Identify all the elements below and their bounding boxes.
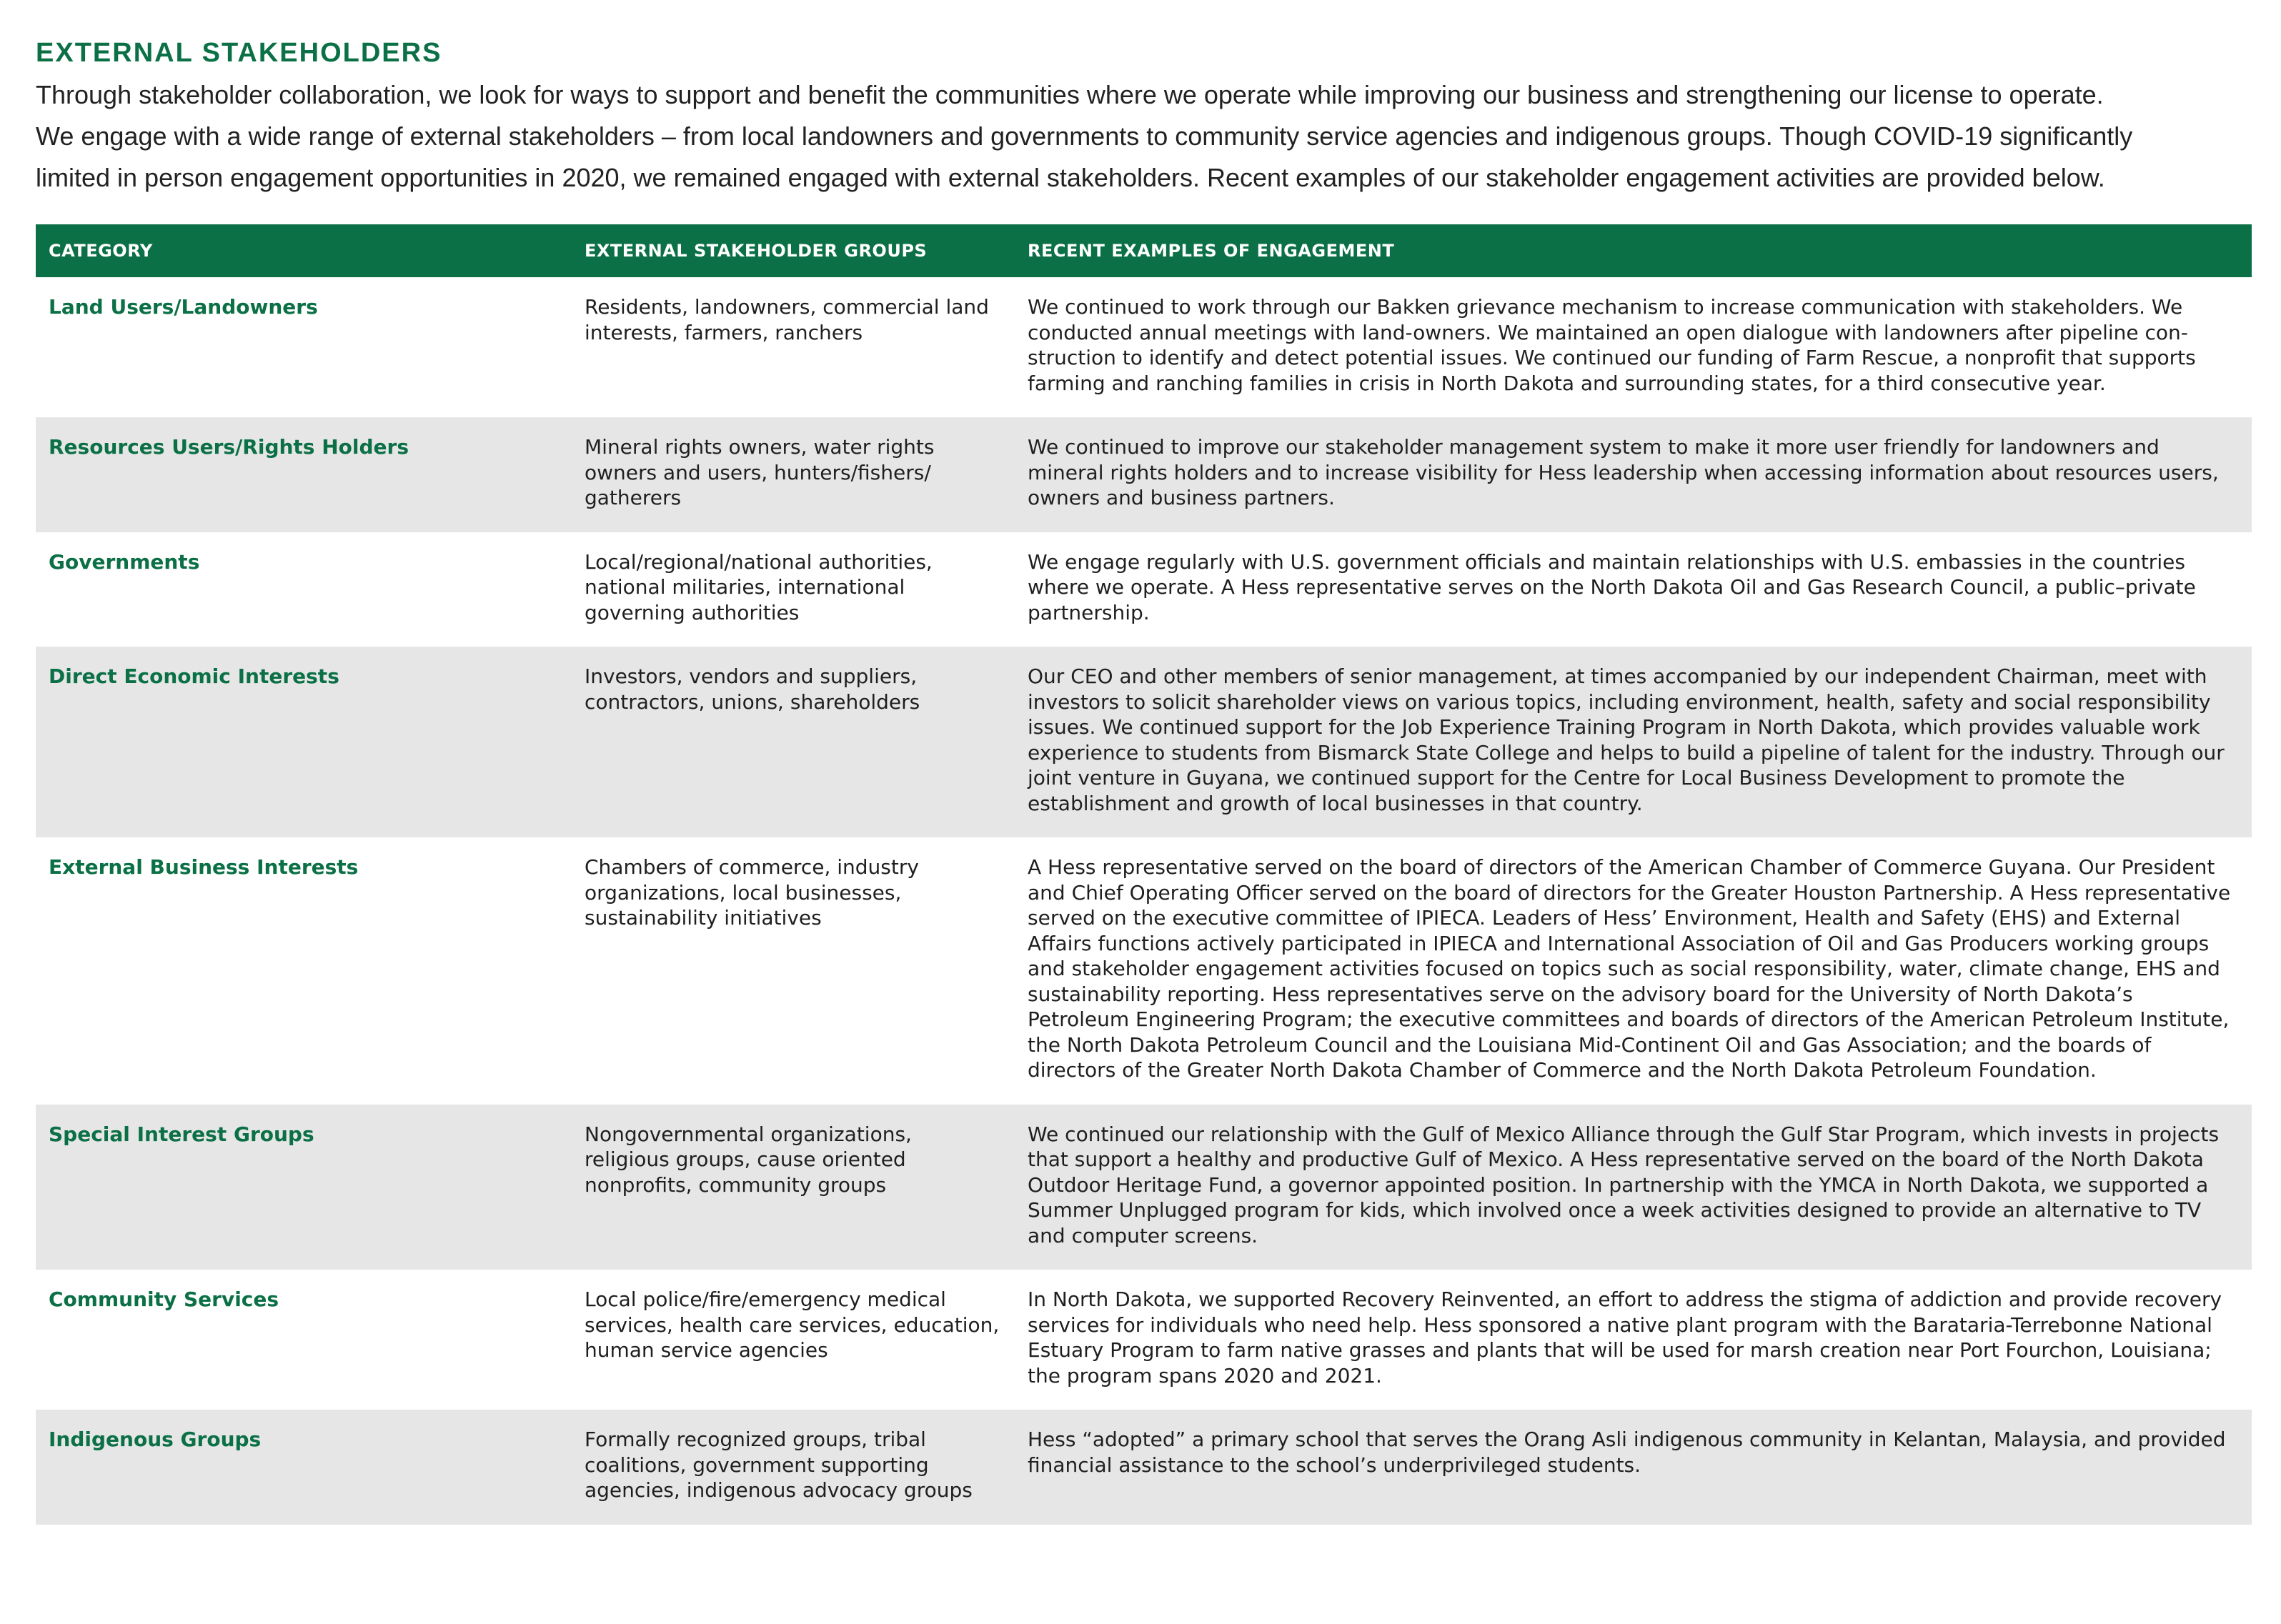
groups-cell: Mineral rights owners, water rights owners and users, hunters/fishers/ gatherers — [572, 417, 1015, 532]
table-row — [36, 1270, 2252, 1410]
examples-cell: In North Dakota, we supported Recovery Reinvented, an effort to address the stigma of addiction and provide recovery services for individuals who need help. Hess sponsored a native plant program with the Barataria-Terrebonne National Estuary Program to farm native grasses and plants that will be used for marsh creation near Port Fourchon, Louisiana; the program spans 2020 and 2021. — [1028, 1287, 2222, 1388]
intro-paragraph — [36, 74, 2251, 199]
groups-cell: Nongovernmental organizations, religious groups, cause oriented nonprofits, community groups — [572, 1105, 1015, 1270]
header-category: CATEGORY — [36, 224, 572, 277]
examples-cell: A Hess representative served on the board of directors of the American Chamber of Commerce Guyana. Our President and Chief Operating Officer served on the board of directors for the Greater Houston Partnership. A Hess representative served on the executive committee of IPIECA. Leaders of Hess’ Environment, Health and Safety (EHS) and External Affairs functions actively participated in IPIECA and International Association of Oil and Gas Producers working groups and stakeholder engagement activities focused on topics such as social responsibility, water, climate change, EHS and sustainability reporting. Hess representatives serve on the advisory board for the University of North Dakota’s Petroleum Engineering Program; the executive committees and boards of directors of the American Petroleum Institute, the North Dakota Petroleum Council and the Louisiana Mid-Continent Oil and Gas Association; and the boards of directors of the Greater North Dakota Chamber of Commerce and the North Dakota Petroleum Foundation. — [1028, 855, 2231, 1082]
examples-cell: Our CEO and other members of senior management, at times accompanied by our independent Chairman, meet with investors to solicit shareholder views on various topics, including environment, health, safety and social responsibility issues. We continued support for the Job Experience Training Program in North Dakota, which provides valuable work experience to students from Bismarck State College and helps to build a pipeline of talent for the industry. Through our joint venture in Guyana, we continued support for the Centre for Local Business Development to promote the establishment and growth of local businesses in that country. — [1015, 647, 2252, 837]
table-row — [36, 417, 2252, 532]
examples-cell: We continued our relationship with the Gulf of Mexico Alliance through the Gulf Star Program, which invests in projects that support a healthy and productive Gulf of Mexico. A Hess representative served on the board of the North Dakota Outdoor Heritage Fund, a governor appointed position. In partnership with the YMCA in North Dakota, we supported a Summer Unplugged program for kids, which involved once a week activities designed to provide an alternative to TV and computer screens. — [1015, 1105, 2252, 1270]
groups-cell: Formally recognized groups, tribal coalitions, government supporting agencies, indigenous advocacy groups — [572, 1410, 1015, 1525]
category-cell: Community Services — [49, 1287, 279, 1311]
table-row — [36, 532, 2252, 647]
section-heading: EXTERNAL STAKEHOLDERS — [36, 38, 442, 68]
table-row — [36, 277, 2252, 417]
category-cell: Direct Economic Interests — [36, 647, 572, 837]
category-cell: Governments — [49, 549, 200, 574]
table-row — [36, 647, 2252, 837]
stakeholder-table — [36, 224, 2252, 1525]
intro-line: We engage with a wide range of external stakeholders – from local landowners and governments to community service agencies and indigenous groups. Though COVID-19 significantly — [36, 121, 2133, 151]
category-cell: Land Users/Landowners — [49, 295, 318, 319]
document-page — [36, 0, 2251, 1525]
category-cell: External Business Interests — [49, 855, 359, 879]
table-row — [36, 837, 2252, 1105]
header-stakeholder-groups: EXTERNAL STAKEHOLDER GROUPS — [572, 224, 1015, 277]
category-cell: Indigenous Groups — [36, 1410, 572, 1525]
groups-cell: Local/regional/national authorities, national militaries, international governing authorities — [585, 549, 933, 624]
groups-cell: Chambers of commerce, industry organizations, local businesses, sustainability initiatives — [585, 855, 919, 930]
examples-cell: We engage regularly with U.S. government officials and maintain relationships with U.S. embassies in the countries where we operate. A Hess representative serves on the North Dakota Oil and Gas Research Council, a public–private partnership. — [1028, 549, 2196, 624]
table-row — [36, 1410, 2252, 1525]
table-header-row — [36, 224, 2252, 277]
intro-line: limited in person engagement opportunities in 2020, we remained engaged with external stakeholders. Recent examples of our stakeholder engagement activities are provided below. — [36, 163, 2105, 192]
category-cell: Resources Users/Rights Holders — [36, 417, 572, 532]
examples-cell: We continued to improve our stakeholder management system to make it more user friendly for landowners and mineral rights holders and to increase visibility for Hess leadership when accessing information about resources users, owners and business partners. — [1015, 417, 2252, 532]
category-cell: Special Interest Groups — [36, 1105, 572, 1270]
groups-cell: Residents, landowners, commercial land interests, farmers, ranchers — [585, 295, 989, 344]
groups-cell: Investors, vendors and suppliers, contractors, unions, shareholders — [572, 647, 1015, 837]
header-recent-examples: RECENT EXAMPLES OF ENGAGEMENT — [1015, 224, 2252, 277]
examples-cell: We continued to work through our Bakken grievance mechanism to increase communication with stakeholders. We conducted annual meetings with land-owners. We maintained an open dialogue with landowners after pipeline con-struction to identify and detect potential issues. We continued our funding of Farm Rescue, a nonprofit that supports farming and ranching families in crisis in North Dakota and surrounding states, for a third consecutive year. — [1028, 295, 2196, 395]
table-row — [36, 1105, 2252, 1270]
intro-line: Through stakeholder collaboration, we look for ways to support and benefit the communities where we operate while improving our business and strengthening our license to operate. — [36, 80, 2104, 109]
examples-cell: Hess “adopted” a primary school that serves the Orang Asli indigenous community in Kelantan, Malaysia, and provided financial assistance to the school’s underprivileged students. — [1015, 1410, 2252, 1525]
groups-cell: Local police/fire/emergency medical services, health care services, education, human service agencies — [585, 1287, 1000, 1362]
